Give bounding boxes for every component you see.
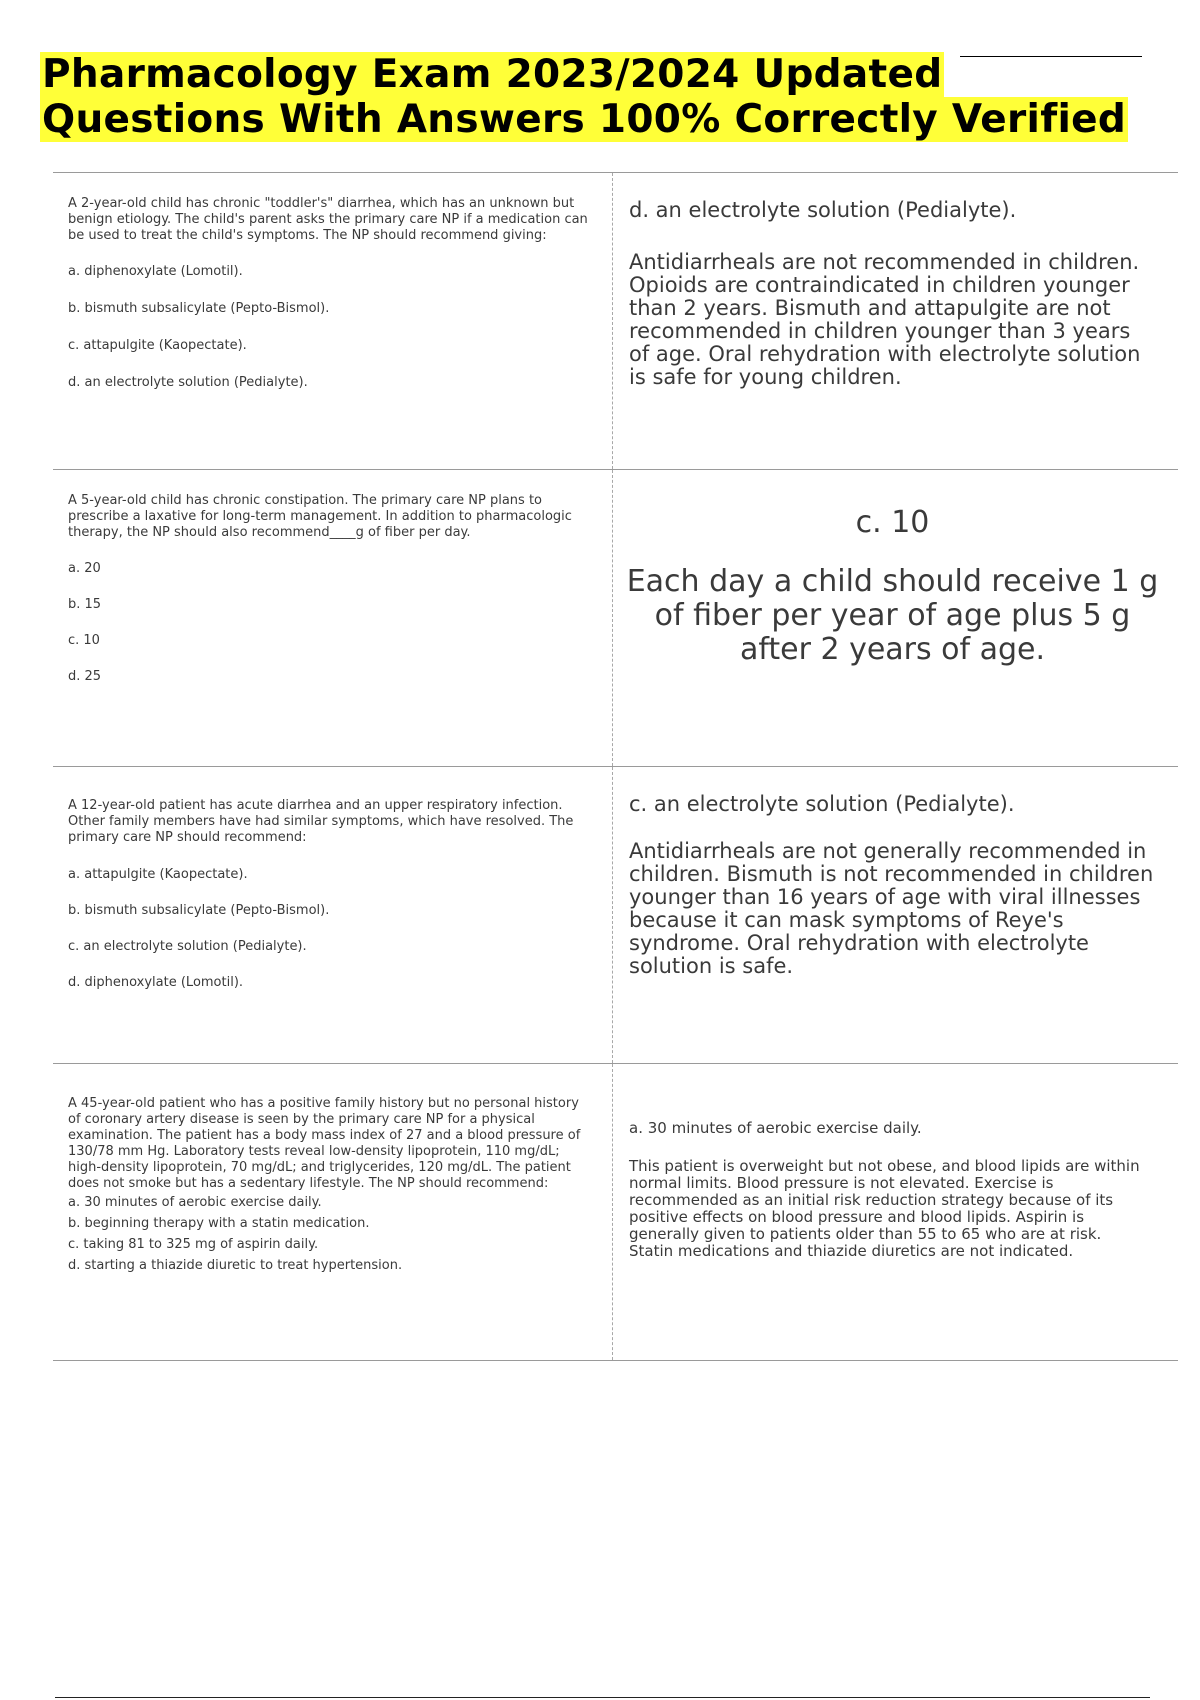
option-a: a. 20 <box>68 561 101 576</box>
title-line-1: Pharmacology Exam 2023/2024 Updated <box>42 52 943 97</box>
option-d: d. diphenoxylate (Lomotil). <box>68 975 244 990</box>
option-a: a. diphenoxylate (Lomotil). <box>68 264 243 279</box>
option-d: d. an electrolyte solution (Pedialyte). <box>68 375 308 390</box>
page-bottom-rule <box>55 1697 1150 1698</box>
flashcard-1 <box>53 172 1178 469</box>
option-b: b. bismuth subsalicylate (Pepto-Bismol). <box>68 903 330 918</box>
option-b: b. beginning therapy with a statin medication. <box>68 1216 370 1231</box>
card-divider <box>612 767 613 1063</box>
answer-explanation: This patient is overweight but not obese, and blood lipids are within normal limits. Blood pressure is not elevated. Exercise is recommended as an initial risk reduction strategy because of its positive effects on blood pressure and blood lipids. Aspirin is generally given to patients older than 55 to 65 who are at risk. Statin medications and thiazide diuretics are not indicated. <box>629 1157 1140 1260</box>
option-c: c. 10 <box>68 633 100 648</box>
option-a: a. 30 minutes of aerobic exercise daily. <box>68 1195 322 1210</box>
answer-explanation: Antidiarrheals are not generally recommended in children. Bismuth is not recommended in children younger than 16 years of age with viral illnesses because it can mask symptoms of Reye's syndrome. Oral rehydration with electrolyte solution is safe. <box>629 839 1154 978</box>
option-d: d. 25 <box>68 669 102 684</box>
title-rule <box>960 56 1142 57</box>
answer-1 <box>629 197 1149 389</box>
answer-text: d. an electrolyte solution (Pedialyte). <box>629 198 1017 222</box>
question-3 <box>68 798 588 991</box>
answer-3 <box>629 791 1169 978</box>
card-divider <box>612 173 613 469</box>
question-text: A 2-year-old child has chronic "toddler's" diarrhea, which has an unknown but benign etiology. The child's parent asks the primary care NP if a medication can be used to treat the child's symptoms. The NP should recommend giving: <box>68 196 588 243</box>
flashcard-3 <box>53 766 1178 1063</box>
flashcard-2 <box>53 469 1178 766</box>
answer-2 <box>625 506 1160 667</box>
document-title <box>40 52 1160 142</box>
question-text: A 45-year-old patient who has a positive family history but no personal history of coronary artery disease is seen by the primary care NP for a physical examination. The patient has a body mass index of 27 and a blood pressure of 130/78 mm Hg. Laboratory tests reveal low-density lipoprotein, 110 mg/dL; high-density lipoprotein, 70 mg/dL; and triglycerides, 120 mg/dL. The patient does not smoke but has a sedentary lifestyle. The NP should recommend: <box>68 1096 581 1191</box>
answer-explanation: Each day a child should receive 1 g of fiber per year of age plus 5 g after 2 years of age. <box>626 564 1159 667</box>
question-text: A 12-year-old patient has acute diarrhea and an upper respiratory infection. Other family members have had similar symptoms, which have resolved. The primary care NP should recommend: <box>68 798 574 845</box>
title-line-2: Questions With Answers 100% Correctly Verified <box>42 97 1127 142</box>
answer-explanation: Antidiarrheals are not recommended in children. Opioids are contraindicated in children younger than 2 years. Bismuth and attapulgite are not recommended in children younger than 3 years of age. Oral rehydration with electrolyte solution is safe for young children. <box>629 250 1141 389</box>
option-b: b. 15 <box>68 597 102 612</box>
question-4 <box>68 1096 588 1274</box>
question-text: A 5-year-old child has chronic constipation. The primary care NP plans to prescribe a laxative for long-term management. In addition to pharmacologic therapy, the NP should also recommend____g of fiber per day. <box>68 493 572 540</box>
answer-text: c. 10 <box>855 505 930 540</box>
option-c: c. taking 81 to 325 mg of aspirin daily. <box>68 1237 319 1252</box>
card-divider <box>612 470 613 766</box>
question-1 <box>68 196 588 391</box>
card-divider <box>612 1064 613 1360</box>
option-b: b. bismuth subsalicylate (Pepto-Bismol). <box>68 301 330 316</box>
answer-text: a. 30 minutes of aerobic exercise daily. <box>629 1119 922 1137</box>
option-d: d. starting a thiazide diuretic to treat hypertension. <box>68 1258 403 1273</box>
option-c: c. attapulgite (Kaopectate). <box>68 338 247 353</box>
flashcard-4 <box>53 1063 1178 1361</box>
answer-text: c. an electrolyte solution (Pedialyte). <box>629 792 1015 816</box>
option-c: c. an electrolyte solution (Pedialyte). <box>68 939 307 954</box>
question-2 <box>68 493 588 685</box>
answer-4 <box>629 1119 1149 1260</box>
option-a: a. attapulgite (Kaopectate). <box>68 867 248 882</box>
